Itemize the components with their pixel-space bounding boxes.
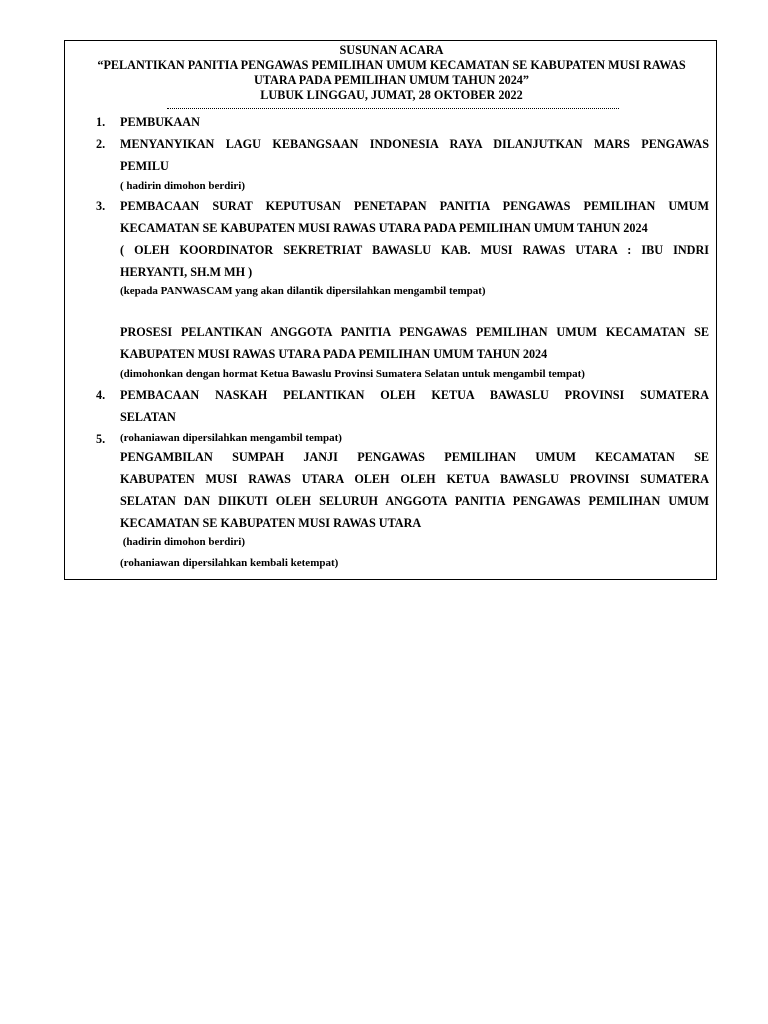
agenda-header: [77, 43, 706, 103]
prosesi-line-1: PROSESI PELANTIKAN ANGGOTA PANITIA PENGAWAS PEMILIHAN UMUM KECAMATAN SE: [120, 325, 709, 339]
item-2-text: [120, 133, 709, 177]
item-5-note: (rohaniawan dipersilahkan mengambil tempat): [120, 432, 342, 444]
prosesi-note: (dimohonkan dengan hormat Ketua Bawaslu Provinsi Sumatera Selatan untuk mengambil tempat): [120, 368, 585, 380]
item-3-text: [120, 195, 709, 283]
prosesi-line-2: KABUPATEN MUSI RAWAS UTARA PADA PEMILIHAN UMUM TAHUN 2024: [120, 347, 548, 361]
item-4-line-2: SELATAN: [120, 410, 176, 424]
item-4-line-1: PEMBACAAN NASKAH PELANTIKAN OLEH KETUA BAWASLU PROVINSI SUMATERA: [120, 388, 709, 402]
item-3-number: 3.: [96, 199, 106, 213]
item-4-number: 4.: [96, 388, 106, 402]
item-2-line-2: PEMILU: [120, 159, 169, 173]
item-5-line-2: KABUPATEN MUSI RAWAS UTARA OLEH OLEH KETUA BAWASLU PROVINSI SUMATERA: [120, 472, 709, 486]
item-5-line-1: PENGAMBILAN SUMPAH JANJI PENGAWAS PEMILIHAN UMUM KECAMATAN SE: [120, 450, 709, 464]
header-event-line2: UTARA PADA PEMILIHAN UMUM TAHUN 2024”: [254, 73, 529, 87]
item-5-line-4: KECAMATAN SE KABUPATEN MUSI RAWAS UTARA: [120, 516, 422, 530]
item-5-note-2: (hadirin dimohon berdiri): [120, 536, 245, 548]
item-5-text: [120, 446, 709, 534]
prosesi-text: [120, 321, 709, 365]
item-5-number: 5.: [96, 432, 106, 446]
item-3-note: (kepada PANWASCAM yang akan dilantik dipersilahkan mengambil tempat): [120, 285, 486, 297]
item-1-line-1: PEMBUKAAN: [120, 115, 200, 129]
item-2-note: ( hadirin dimohon berdiri): [120, 180, 245, 192]
item-3-line-3: ( OLEH KOORDINATOR SEKRETRIAT BAWASLU KAB. MUSI RAWAS UTARA : IBU INDRI: [120, 243, 709, 257]
header-title: SUSUNAN ACARA: [339, 43, 444, 57]
item-3-line-2: KECAMATAN SE KABUPATEN MUSI RAWAS UTARA PADA PEMILIHAN UMUM TAHUN 2024: [120, 221, 648, 235]
item-4-text: [120, 384, 709, 428]
header-event-line1: “PELANTIKAN PANITIA PENGAWAS PEMILIHAN UMUM KECAMATAN SE KABUPATEN MUSI RAWAS: [97, 58, 686, 72]
agenda-box: [64, 40, 717, 580]
item-3-line-4: HERYANTI, SH.M MH ): [120, 265, 253, 279]
item-1-number: 1.: [96, 115, 106, 129]
item-5-line-3: SELATAN DAN DIIKUTI OLEH SELURUH ANGGOTA PANITIA PENGAWAS PEMILIHAN UMUM: [120, 494, 709, 508]
item-2-line-1: MENYANYIKAN LAGU KEBANGSAAN INDONESIA RAYA DILANJUTKAN MARS PENGAWAS: [120, 137, 709, 151]
dotted-separator: [167, 102, 619, 109]
item-3-line-1: PEMBACAAN SURAT KEPUTUSAN PENETAPAN PANITIA PENGAWAS PEMILIHAN UMUM: [120, 199, 709, 213]
item-2-number: 2.: [96, 137, 106, 151]
item-1-text: [120, 111, 709, 133]
item-5-note-3: (rohaniawan dipersilahkan kembali ketempat): [120, 557, 339, 569]
header-place-date: LUBUK LINGGAU, JUMAT, 28 OKTOBER 2022: [260, 88, 523, 102]
